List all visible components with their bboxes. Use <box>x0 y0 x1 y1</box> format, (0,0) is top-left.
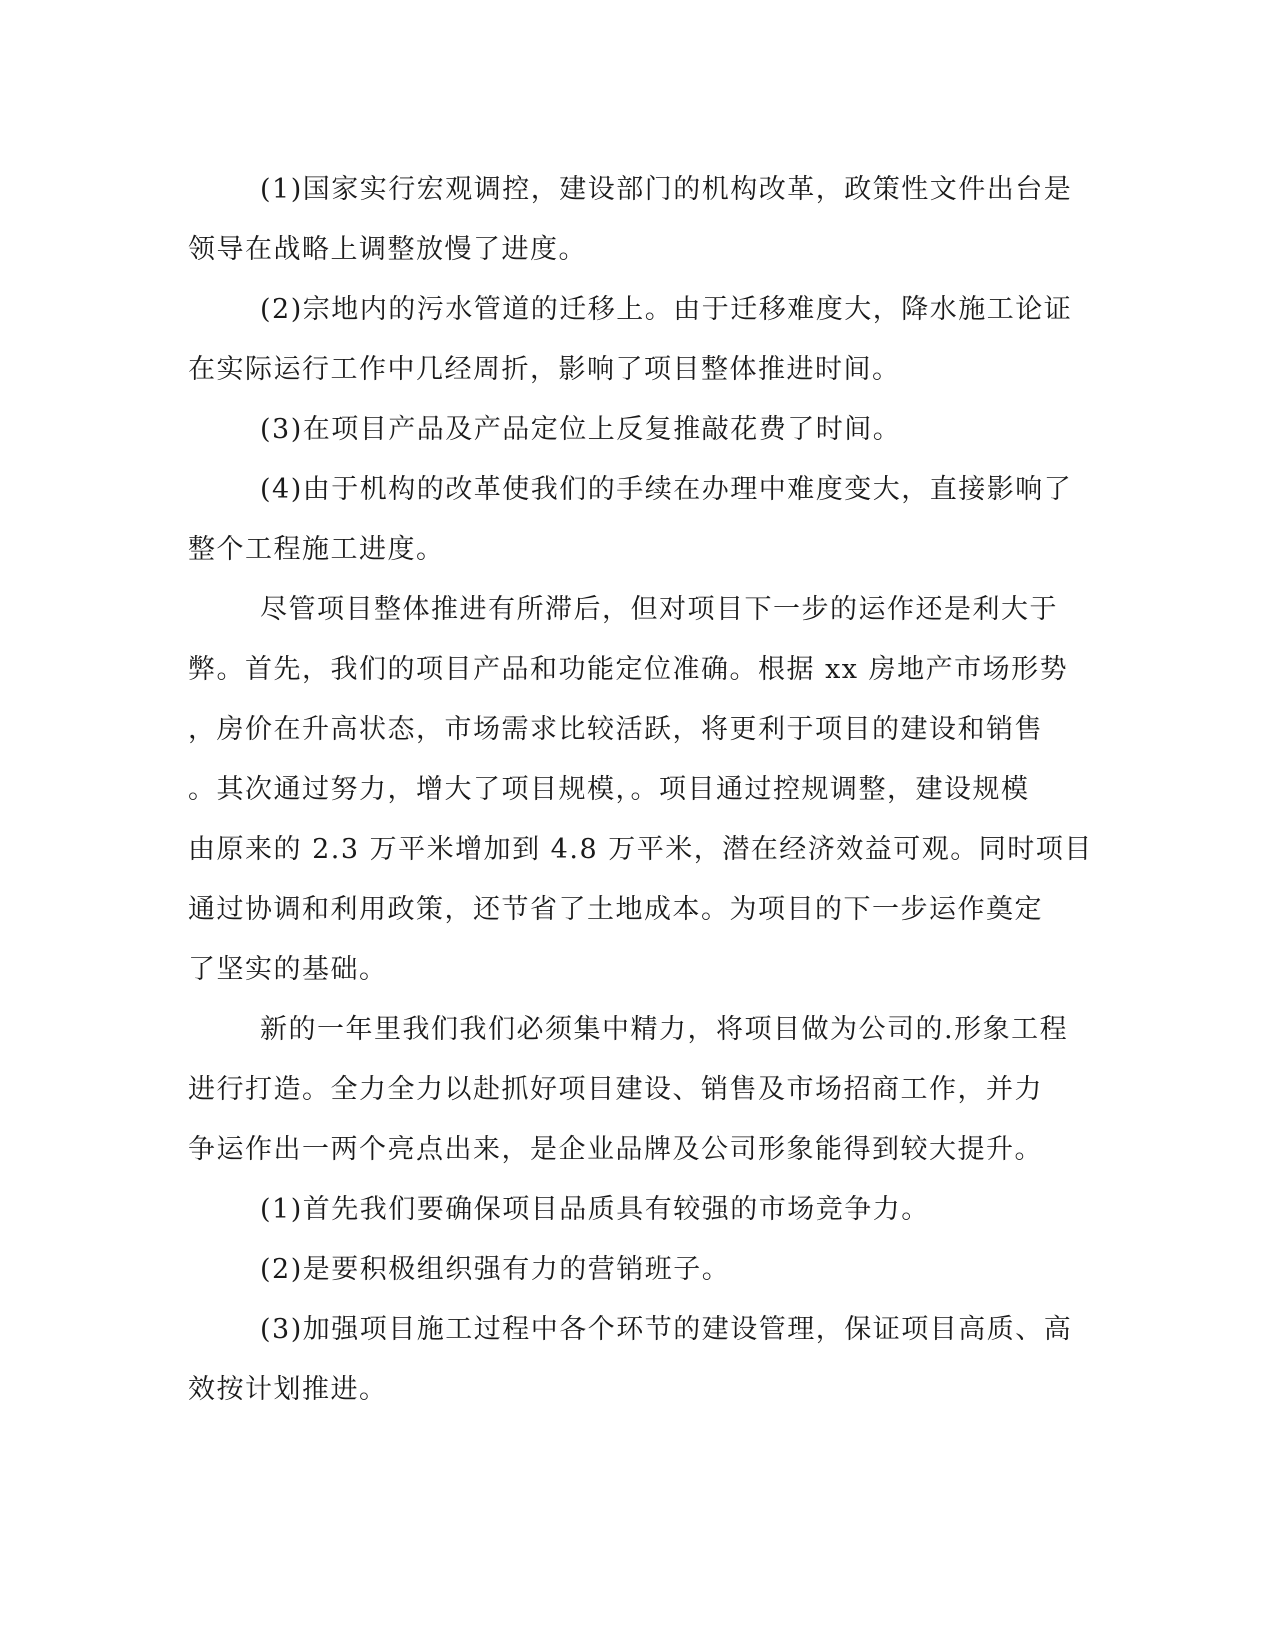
text-line: (2)宗地内的污水管道的迁移上。由于迁移难度大，降水施工论证 <box>260 294 1073 325</box>
text-line: ，房价在升高状态，市场需求比较活跃，将更利于项目的建设和销售 <box>188 714 1043 745</box>
text-line: 领导在战略上调整放慢了进度。 <box>188 234 587 265</box>
document-body <box>188 160 1093 1420</box>
text-line: 新的一年里我们我们必须集中精力，将项目做为公司的.形象工程 <box>260 1014 1069 1045</box>
text-line: 。其次通过努力，增大了项目规模，。项目通过控规调整，建设规模 <box>188 774 1030 805</box>
text-line: (1)国家实行宏观调控，建设部门的机构改革，政策性文件出台是 <box>260 174 1073 205</box>
text-line: (1)首先我们要确保项目品质具有较强的市场竞争力。 <box>260 1194 930 1225</box>
text-line: (2)是要积极组织强有力的营销班子。 <box>260 1254 731 1285</box>
text-line: 通过协调和利用政策，还节省了土地成本。为项目的下一步运作奠定 <box>188 894 1043 925</box>
text-line: 整个工程施工进度。 <box>188 534 445 565</box>
text-line: 弊。首先，我们的项目产品和功能定位准确。根据 xx 房地产市场形势 <box>188 654 1069 685</box>
text-line: (3)在项目产品及产品定位上反复推敲花费了时间。 <box>260 414 902 445</box>
text-line: (4)由于机构的改革使我们的手续在办理中难度变大，直接影响了 <box>260 474 1073 505</box>
text-line: 由原来的 2.3 万平米增加到 4.8 万平米，潜在经济效益可观。同时项目 <box>188 834 1093 865</box>
text-line: 效按计划推进。 <box>188 1374 388 1405</box>
text-line: 进行打造。全力全力以赴抓好项目建设、销售及市场招商工作，并力 <box>188 1074 1043 1105</box>
text-line: 尽管项目整体推进有所滞后，但对项目下一步的运作还是利大于 <box>260 594 1058 625</box>
text-line: 争运作出一两个亮点出来，是企业品牌及公司形象能得到较大提升。 <box>188 1134 1043 1165</box>
text-line: (3)加强项目施工过程中各个环节的建设管理，保证项目高质、高 <box>260 1314 1073 1345</box>
text-line: 了坚实的基础。 <box>188 954 388 985</box>
text-line: 在实际运行工作中几经周折，影响了项目整体推进时间。 <box>188 354 901 385</box>
